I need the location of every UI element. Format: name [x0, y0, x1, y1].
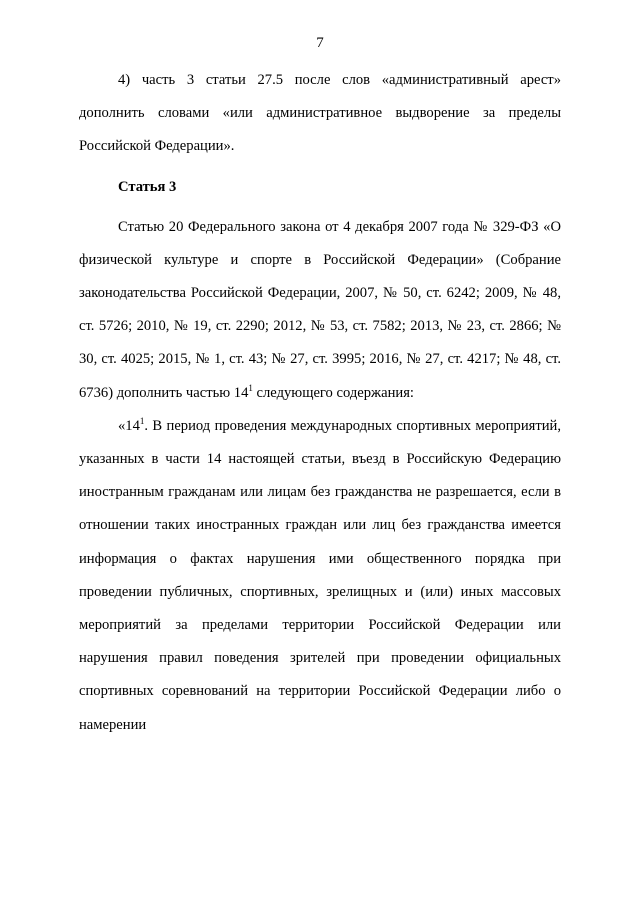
article-3-intro-text: Статью 20 Федерального закона от 4 декабря 2007 года № 329-ФЗ «О физической культуре и спорте в Российской Федерации» (Собрание законодательства Российской Федерации, 2007, № 50, ст. 6242; 2009, № 48, ст. 5726; 2010, № 19, ст. 2290; 2012, № 53, ст. 7582; 2013, № 23, ст. 2866; № 30, ст. 4025; 2015, № 1, ст. 43; № 27, ст. 3995; 2016, № 27, ст. 4217; № 48, ст. 6736) дополнить частью 14	[79, 218, 561, 401]
quoted-part-text: . В период проведения международных спортивных мероприятий, указанных в части 14 настоящей статьи, въезд в Российскую Федерацию иностранным гражданам или лицам без гражданства не разрешается, если в отношении таких иностранных граждан или лиц без гражданства имеется информация о фактах нарушения ими общественного порядка при проведении публичных, спортивных, зрелищных и (или) иных массовых мероприятий за пределами территории Российской Федерации или нарушения правил поведения зрителей при проведении официальных спортивных соревнований на территории Российской Федерации либо о намерении	[79, 417, 561, 733]
page-number: 7	[316, 35, 324, 51]
amendment-item-4: 4) часть 3 статьи 27.5 после слов «административный арест» дополнить словами «или административное выдворение за пределы Российской Федерации».	[79, 72, 561, 155]
article-3-heading: Статья 3	[118, 178, 177, 195]
article-3-quoted-text	[79, 410, 561, 742]
article-3-intro	[79, 211, 561, 410]
quoted-part-superscript: 1	[139, 415, 145, 426]
article-3-intro-tail: следующего содержания:	[252, 384, 414, 401]
quoted-part-number: «14	[118, 417, 140, 434]
document-body	[79, 64, 561, 742]
article-3-intro-superscript: 1	[248, 382, 253, 393]
